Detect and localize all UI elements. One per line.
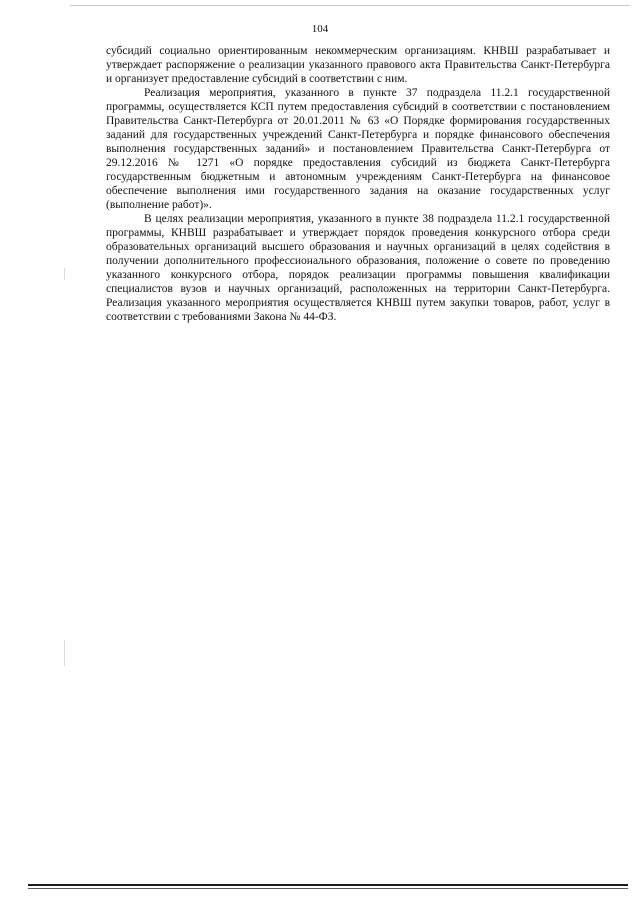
scan-bottom-edge bbox=[28, 884, 628, 886]
scan-margin-mark bbox=[64, 268, 65, 280]
scan-top-edge bbox=[70, 5, 630, 6]
paragraph-knvsh-competition: В целях реализации мероприятия, указанного в пункте 38 подраздела 11.2.1 государственной программы, КНВШ разрабатывает и утверждает порядок проведения конкурсного отбора среди образовательных организаций высшего образования и научных организаций в целях содействия в получении дополнительного профессионального образования, положение о совете по проведению указанного конкурсного отбора, порядок реализации программы повышения квалификации специалистов вузов и научных организаций, расположенных на территории Санкт-Петербурга. Реализация указанного мероприятия осуществляется КНВШ путем закупки товаров, работ, услуг в соответствии с требованиями Закона № 44-ФЗ. bbox=[106, 213, 610, 323]
scan-bottom-edge-shadow bbox=[28, 888, 628, 889]
paragraph-continuation: субсидий социально ориентированным некоммерческим организациям. КНВШ разрабатывает и утверждает распоряжение о реализации указанного правового акта Правительства Санкт-Петербурга и организует предоставление субсидий в соответствии с ним. bbox=[106, 45, 610, 85]
page-number: 104 bbox=[311, 23, 329, 35]
paragraph-ksp-subsidies: Реализация мероприятия, указанного в пункте 37 подраздела 11.2.1 государственной программы, осуществляется КСП путем предоставления субсидий в соответствии с постановлением Правительства Санкт-Петербурга от 20.01.2011 № 63 «О Порядке формирования государственных заданий для государственных учреждений Санкт-Петербурга и порядке финансового обеспечения выполнения государственных заданий» и постановлением Правительства Санкт-Петербурга от 29.12.2016 № 1271 «О порядке предоставления субсидий из бюджета Санкт-Петербурга государственным бюджетным и автономным учреждениям Санкт-Петербурга на финансовое обеспечение выполнения ими государственного задания на оказание государственных услуг (выполнение работ)». bbox=[106, 87, 610, 211]
document-body bbox=[106, 44, 610, 324]
scan-margin-mark bbox=[64, 640, 65, 666]
